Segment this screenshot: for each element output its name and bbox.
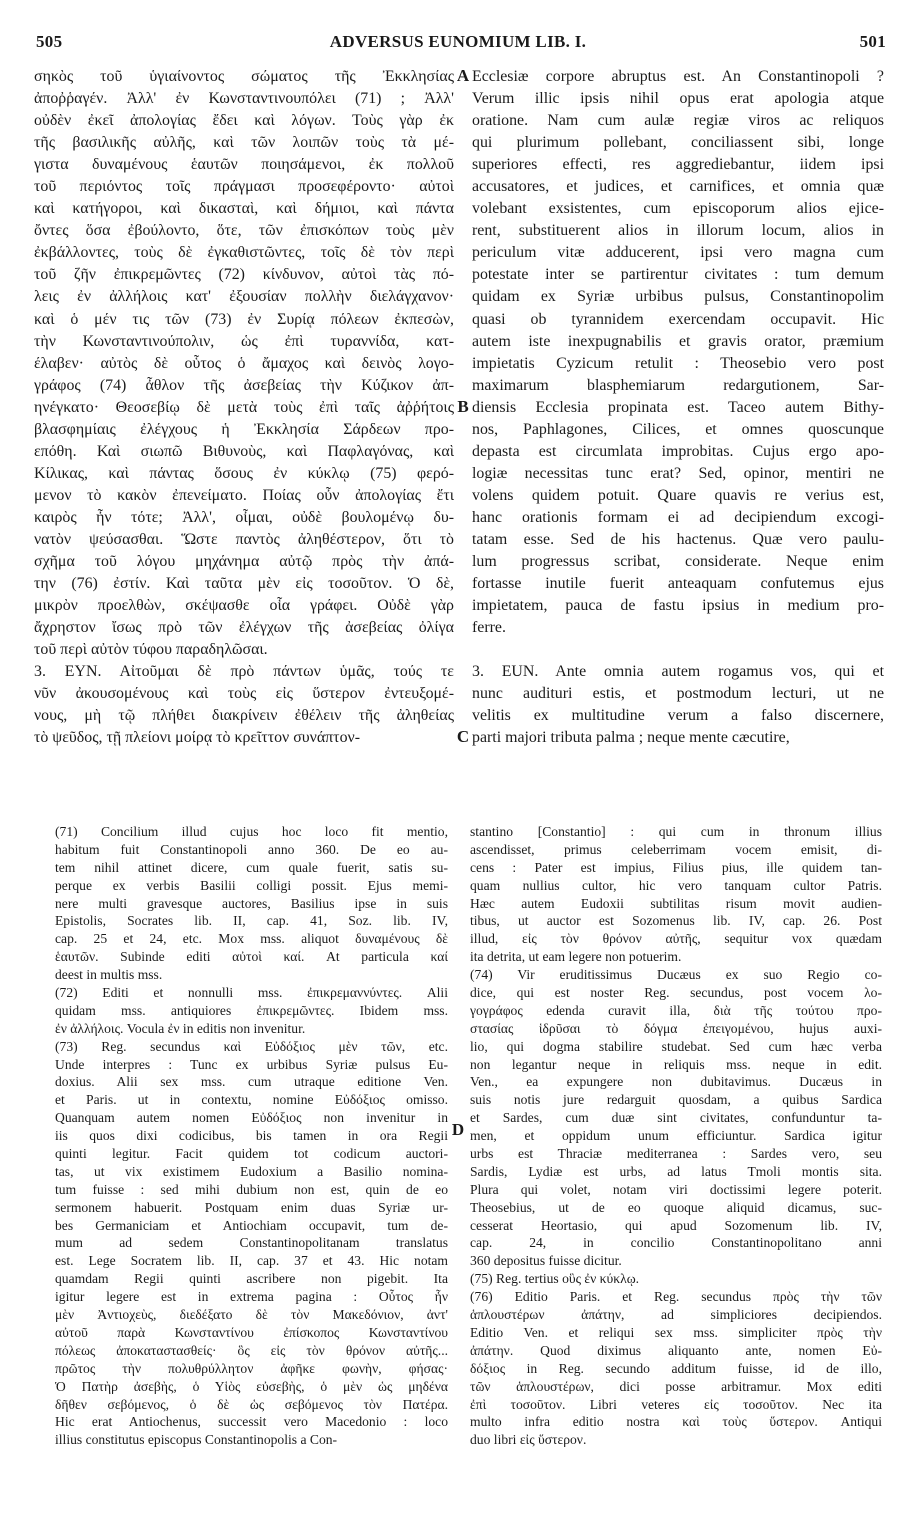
text-line: Hæc autem Eudoxii subtilitas risum movit audien-: [470, 895, 882, 911]
text-line: est. Lege Socratem lib. II, cap. 37 et 43. Hic notam: [55, 1253, 448, 1269]
text-line: sermonem habuerit. Postquam enim duas Syriæ ur-: [55, 1199, 448, 1215]
text-line: ἀπάτην. Quod diximus aliquanto ante, nomen Εὐ-: [470, 1342, 882, 1358]
text-line: nos, Paphlagones, Cilices, et omnes quoscunque: [472, 420, 884, 438]
text-line: μικρὸν προελθὼν, σκέψασθε οἷα γράφει. Οὐδὲ γὰρ: [34, 597, 454, 615]
text-line: autem iste inexpugnabilis et gravis orator, præmium: [472, 332, 884, 350]
text-line: λεις ἐν ἀλλήλοις κατ' ἐξουσίαν πολλὴν διελάγχανον·: [34, 288, 454, 306]
text-line: καιρὸς ἦν τότε; Ἀλλ', οἶμαι, οὐδὲ βουλομένῳ δυ-: [34, 508, 454, 526]
text-line: πρῶτος τὴν πολυθρύλλητον ἀφῆκε φωνὴν, φήσας·: [55, 1360, 448, 1376]
text-line: πόλεως ἀποκαταστασθείς· ὃς εἰς τὸν θρόνον αὐτῆς...: [55, 1342, 448, 1358]
text-line: multo infra editio nostra καὶ τοὺς ὕστερον. Antiqui: [470, 1414, 882, 1430]
text-line: illud, εἰς τὸν θρόνον αὐτῆς, sequitur vox quædam: [470, 931, 882, 947]
text-line: non legantur neque in reliquis mss. neque in edit.: [470, 1056, 882, 1072]
text-line: γιστα δυναμένους ἑαυτῶν ποιησάμενοι, ἐκ πολλοῦ: [34, 156, 454, 174]
page-number-left: 505: [36, 32, 63, 51]
text-line: volens quidem potuit. Quare quavis re verius est,: [472, 486, 884, 504]
text-line: ὄντες ὅσα ἐβούλοντο, ὅτε, τῶν ἐπισκόπων τοὺς μὲν: [34, 222, 454, 240]
text-line: quidam ex Syriæ urbibus pulsus, Constantinopolim: [472, 288, 884, 306]
text-line: νῦν ἀκουσομένους καὶ τοὺς εἰς ὕστερον ἐντευξομέ-: [34, 685, 454, 703]
greek-text-column: [34, 66, 454, 749]
text-line: τὸ ψεῦδος, τῇ πλείονι μοίρᾳ τὸ κρεῖττον συνάπτον-: [34, 729, 360, 747]
text-line: μὲν Ἀντιοχεὺς, διεδέξατο δὲ τὸν Μακεδόνιον, ἀντ': [55, 1307, 448, 1323]
text-line: diensis Ecclesia propinata est. Taceo autem Bithy-: [472, 398, 884, 416]
text-line: ita detrita, ut eam legere non potuerim.: [470, 949, 682, 965]
text-line: parti majori tributa palma ; neque mente cæcutire,: [472, 729, 790, 747]
text-line: δόξιος in Reg. secundo additum fuisse, id de illo,: [470, 1360, 882, 1376]
text-line: τοῦ περιόντος τοῖς πράγμασι προσεφέροντο· αὐτοὶ: [34, 178, 454, 196]
footnotes-left-column: [55, 823, 448, 1449]
text-line: (74) Vir eruditissimus Ducæus ex suo Regio co-: [470, 967, 882, 983]
text-line: deest in multis mss.: [55, 967, 163, 983]
text-line: ferre.: [472, 619, 506, 637]
text-line: perque ex verbis Basilii colligi possit. Ejus memi-: [55, 877, 448, 893]
text-line: Verum illic ipsis nihil opus erat apologia atque: [472, 90, 884, 108]
text-line: Ven., ea expungere non dubitavimus. Ducæus in: [470, 1074, 882, 1090]
text-line: fortasse inutile fuerit anteaquam confutemus ejus: [472, 575, 884, 593]
text-line: habitum fuit Constantinopoli anno 360. De eo au-: [55, 841, 448, 857]
margin-letter-c: C: [456, 727, 470, 746]
text-line: ascendisset, primus celeberrimam vocem emisit, di-: [470, 841, 882, 857]
running-title: ADVERSUS EUNOMIUM LIB. I.: [329, 32, 587, 51]
text-line: superiores effecti, res aggrediebantur, iidem ipsi: [472, 156, 884, 174]
text-line: rent, substituerent alios in illorum locum, alios in: [472, 222, 884, 240]
margin-letter-d: D: [451, 1120, 465, 1139]
text-line: Sardis, Lydiæ est urbs, ad latus Tmoli montis sita.: [470, 1163, 882, 1179]
text-line: Ecclesiæ corpore abruptus est. An Constantinopoli ?: [472, 68, 884, 85]
text-line: νατὸν ψεύσασθαι. Ὥστε παντὸς ἀληθέστερον, ὅτι τὸ: [34, 530, 454, 548]
text-line: tibus, ut auctor est Sozomenus lib. IV, cap. 26. Post: [470, 913, 882, 929]
text-line: potestate inter se partirentur civitates : tum demum: [472, 266, 884, 284]
page-number-right: 501: [859, 32, 886, 51]
text-line: depasta est circumlata improbitas. Cujus ergo apo-: [472, 442, 884, 460]
text-line: tum fuisse : sed mihi dubium non est, quin de eo: [55, 1181, 448, 1197]
text-line: Unde interpres : Tunc ex urbibus Syriæ pulsus Eu-: [55, 1056, 448, 1072]
text-line: quidam mss. antiquiores ἐπικρεμῶντες. Ibidem mss.: [55, 1002, 448, 1018]
text-line: igitur legere est in extrema pagina : Οὗτος ἦν: [55, 1289, 448, 1305]
text-line: έλαβεν· αὐτὸς δὲ οὗτος ὁ ἄμαχος καὶ δεινὸς λογο-: [34, 354, 454, 372]
text-line: Editio Ven. et reliqui sex mss. simpliciter πρὸς τὴν: [470, 1324, 882, 1340]
text-line: (76) Editio Paris. et Reg. secundus πρὸς τὴν τῶν: [470, 1289, 882, 1305]
text-line: tas, ut vix existimem Eudoxium a Basilio nomina-: [55, 1163, 448, 1179]
text-line: (72) Editi et nonnulli mss. ἐπικρεμαννύντες. Alii: [55, 985, 448, 1001]
text-line: 3. EUN. Ante omnia autem rogamus vos, qui et: [472, 663, 884, 681]
text-line: lio, qui dogma stabilire studebat. Sed cum hæc verba: [470, 1038, 882, 1054]
text-line: et Sardes, cum duæ sint civitates, confunduntur ta-: [470, 1110, 882, 1126]
text-line: nunc audituri estis, et postmodum lecturi, ut ne: [472, 685, 884, 703]
margin-letter-b: B: [457, 397, 469, 416]
text-line: oratione. Nam cum aulæ regiæ viros ac reliquos: [472, 112, 884, 130]
text-line: lum progressus scribat, considerate. Neque enim: [472, 553, 884, 571]
text-line: στασίας ἱδρῦσαι τὸ δόγμα ἐπειγομένου, hujus auxi-: [470, 1020, 882, 1036]
text-line: Κίλικας, καὶ πάντας ὅσους ἐν κύκλῳ (75) φερό-: [34, 464, 454, 482]
text-line: Theosebius, ut de eo quoque aliquid dicamus, suc-: [470, 1199, 882, 1215]
text-line: logiæ necessitas tunc erat? Sed, opinor, mentiri ne: [472, 464, 884, 482]
text-line: γογράφος edenda curavit illa, διὰ τῆς τούτου προ-: [470, 1002, 882, 1018]
text-line: Quanquam autem nomen Εὐδόξιος non invenitur in: [55, 1110, 448, 1126]
text-line: illius constitutus episcopus Constantinopolis a Con-: [55, 1432, 338, 1448]
text-line: μενον τὸ κακὸν ἐπενείματο. Ποίας οὖν ἀπολογίας ἔτι: [34, 486, 454, 504]
text-line: τῆς βασιλικῆς αὐλῆς, καὶ τῶν λοιπῶν τοὺς τὰ μέ-: [34, 134, 454, 152]
text-line: cens : Pater est impius, Filius pius, ille quidem tan-: [470, 859, 882, 875]
text-line: cap. 25 et 24, etc. Mox mss. aliquot δυναμένους δὲ: [55, 931, 448, 947]
text-line: γράφος (74) ἆθλον τῆς ἀσεβείας τὴν Κύζικον ἀπ-: [34, 376, 454, 394]
text-line: doxius. Alii sex mss. cum utraque editione Ven.: [55, 1074, 448, 1090]
text-line: σηκὸς τοῦ ὑγιαίνοντος σώματος τῆς Ἐκκλησίας: [34, 68, 454, 85]
text-line: Plura qui volet, notam viri doctissimi legere poterit.: [470, 1181, 882, 1197]
text-line: mum ad sedem Constantinopolitanam translatus: [55, 1235, 448, 1251]
text-line: quasi ob tyrannidem exercendam occupavit. Hic: [472, 310, 884, 328]
latin-text-column: [472, 66, 884, 749]
text-line: stantino [Constantio] : qui cum in thronum illius: [470, 824, 882, 839]
text-line: νους, μὴ τῷ πλήθει διακρίνειν ἐθέλειν τῆς ἀληθείας: [34, 707, 454, 725]
text-line: tem nihil attinet dicere, cum quale fuerit, satis su-: [55, 859, 448, 875]
text-line: quinti legitur. Facit quidem tot codicum auctori-: [55, 1146, 448, 1162]
text-line: βλασφημίαις ἐλέγχους ἡ Ἐκκλησία Σάρδεων προ-: [34, 420, 454, 438]
text-line: Hic erat Antiochenus, successit vero Macedonio : loco: [55, 1414, 448, 1430]
text-line: Epistolis, Socrates lib. II, cap. 41, Soz. lib. IV,: [55, 913, 448, 929]
text-line: urbs est Thraciæ mediterranea : Sardes vero, seu: [470, 1146, 882, 1162]
text-line: quam nullius cultor, hic vero tanquam cultor Patris.: [470, 877, 882, 893]
margin-letter-a: A: [456, 66, 470, 85]
text-line: αὐτοῦ παρὰ Κωνσταντίνου ἐπίσκοπος Κωνσταντίνου: [55, 1324, 448, 1340]
text-line: hanc orationis formam ei ad decipiendum excogi-: [472, 508, 884, 526]
text-line: τοῦ περὶ αὐτὸν τύφου παραδηλῶσαι.: [34, 641, 268, 659]
text-line: suis notis jure redarguit quosdam, a quibus Sardica: [470, 1092, 882, 1108]
text-line: 360 depositus fuisse dicitur.: [470, 1253, 622, 1269]
text-line: την (76) ἐστίν. Καὶ ταῦτα μὲν εἰς τοσοῦτον. Ὁ δὲ,: [34, 575, 454, 593]
text-line: ἑαυτῶν. Subinde editi αὐτοὶ καί. At particula καί: [55, 949, 448, 965]
text-line: ἄχρηστον ἴσως πρὸ τῶν ἐλέγχων τῆς ἀσεβείας ὀλίγα: [34, 619, 454, 637]
text-line: qui plurimum pollebant, conciliassent sibi, longe: [472, 134, 884, 152]
text-line: cesserat Heortasio, qui apud Sozomenum lib. IV,: [470, 1217, 882, 1233]
text-line: et Paris. ut in contextu, nomine Εὐδόξιος omisso.: [55, 1092, 448, 1108]
text-line: accusatores, et judices, et carnifices, et omnia quæ: [472, 178, 884, 196]
text-line: bes Germaniciam et Antiochiam occupavit, tum de-: [55, 1217, 448, 1233]
text-line: quamdam Regii quinti ascribere non pigebit. Ita: [55, 1271, 448, 1287]
text-line: men, et oppidum unum efficiuntur. Sardica igitur: [470, 1128, 882, 1144]
text-line: maximarum blasphemiarum redargutionem, Sar-: [472, 376, 884, 394]
text-line: καὶ κατήγοροι, καὶ δικασταὶ, καὶ δήμιοι, καὶ πάντα: [34, 200, 454, 218]
text-line: τῶν ἁπλουστέρων, dici posse arbitramur. Mox editi: [470, 1378, 882, 1394]
text-line: tatam esse. Sed de his hactenus. Quæ vero paulu-: [472, 530, 884, 548]
text-line: τὴν Κωνσταντινούπολιν, ὡς ἐπὶ τυραννίδα, κατ-: [34, 332, 454, 350]
text-line: ἀποῤῥαγέν. Ἀλλ' ἐν Κωνσταντινουπόλει (71) ; Ἀλλ': [34, 90, 454, 108]
text-line: 3. ΕΥΝ. Αἰτοῦμαι δὲ πρὸ πάντων ὑμᾶς, τούς τε: [34, 663, 454, 681]
text-line: [472, 639, 884, 661]
text-line: τοῦ ζῆν ἐπικρεμῶντες (72) κίνδυνον, αὐτοὶ τὰς πό-: [34, 266, 454, 284]
text-line: duo libri εἰς ὕστερον.: [470, 1432, 587, 1448]
text-line: periculum vitæ adducerent, ipsi vero magna cum: [472, 244, 884, 262]
text-line: σχῆμα τοῦ λόγου μηχάνημα αὐτῷ πρὸς τὴν ἀπά-: [34, 553, 454, 571]
text-line: ἁπλουστέρων ἀπάτην, ad simpliciores decipiendos.: [470, 1307, 882, 1323]
text-line: nere multi gravesque auctores, Basilius ipse in suis: [55, 895, 448, 911]
text-line: Ὁ Πατὴρ ἀσεβὴς, ὁ Υἱὸς εὐσεβὴς, ὁ μὲν ὡς μηδένα: [55, 1378, 448, 1394]
text-line: καὶ ὁ μέν τις τῶν (73) ἐν Συρίᾳ πόλεων ἐκπεσὼν,: [34, 310, 454, 328]
running-header: [30, 32, 886, 54]
footnotes-right-column: [470, 823, 882, 1449]
text-line: ηνέγκατο· Θεοσεβίῳ δὲ μετὰ τοὺς ἐπὶ ταῖς ἀῤῥήτοις: [34, 398, 454, 416]
text-line: επόθη. Καὶ σιωπῶ Βιθυνοὺς, καὶ Παφλαγόνας, καὶ: [34, 442, 454, 460]
text-line: (73) Reg. secundus καὶ Εὐδόξιος μὲν τῶν, etc.: [55, 1038, 448, 1054]
text-line: ἐν ἀλλήλοις. Vocula ἐν in editis non invenitur.: [55, 1020, 306, 1036]
text-line: ἐκβάλλοντες, τοὺς δὲ ἐγκαθιστῶντες, τοῖς δὲ τὸν περὶ: [34, 244, 454, 262]
text-line: (71) Concilium illud cujus hoc loco fit mentio,: [55, 824, 448, 839]
text-line: οὐδὲν ἐκεῖ ἀπολογίας ἔδει καὶ λόγων. Τοὺς γὰρ ἐκ: [34, 112, 454, 130]
text-line: iis quos dixi codicibus, bis tamen in ora Regii: [55, 1128, 448, 1144]
text-line: δῆθεν σεβόμενος, ὁ δὲ ὡς σεβόμενος τὸν Πατέρα.: [55, 1396, 448, 1412]
text-line: dice, qui est noster Reg. secundus, post vocem λο-: [470, 985, 882, 1001]
text-line: velitis ex multitudine verum a falso discernere,: [472, 707, 884, 725]
text-line: impietatis Cyzicum retulit : Theosebio vero post: [472, 354, 884, 372]
text-line: cap. 24, in concilio Constantinopolitano anni: [470, 1235, 882, 1251]
text-line: volebant exsistentes, cum episcoporum alios ejice-: [472, 200, 884, 218]
text-line: impietatem, pauca de fastu ipsius in medium pro-: [472, 597, 884, 615]
text-line: ἐπὶ τοσοῦτον. Libri veteres εἰς τοσοῦτον. Nec ita: [470, 1396, 882, 1412]
text-line: (75) Reg. tertius οὓς ἐν κύκλῳ.: [470, 1271, 640, 1287]
